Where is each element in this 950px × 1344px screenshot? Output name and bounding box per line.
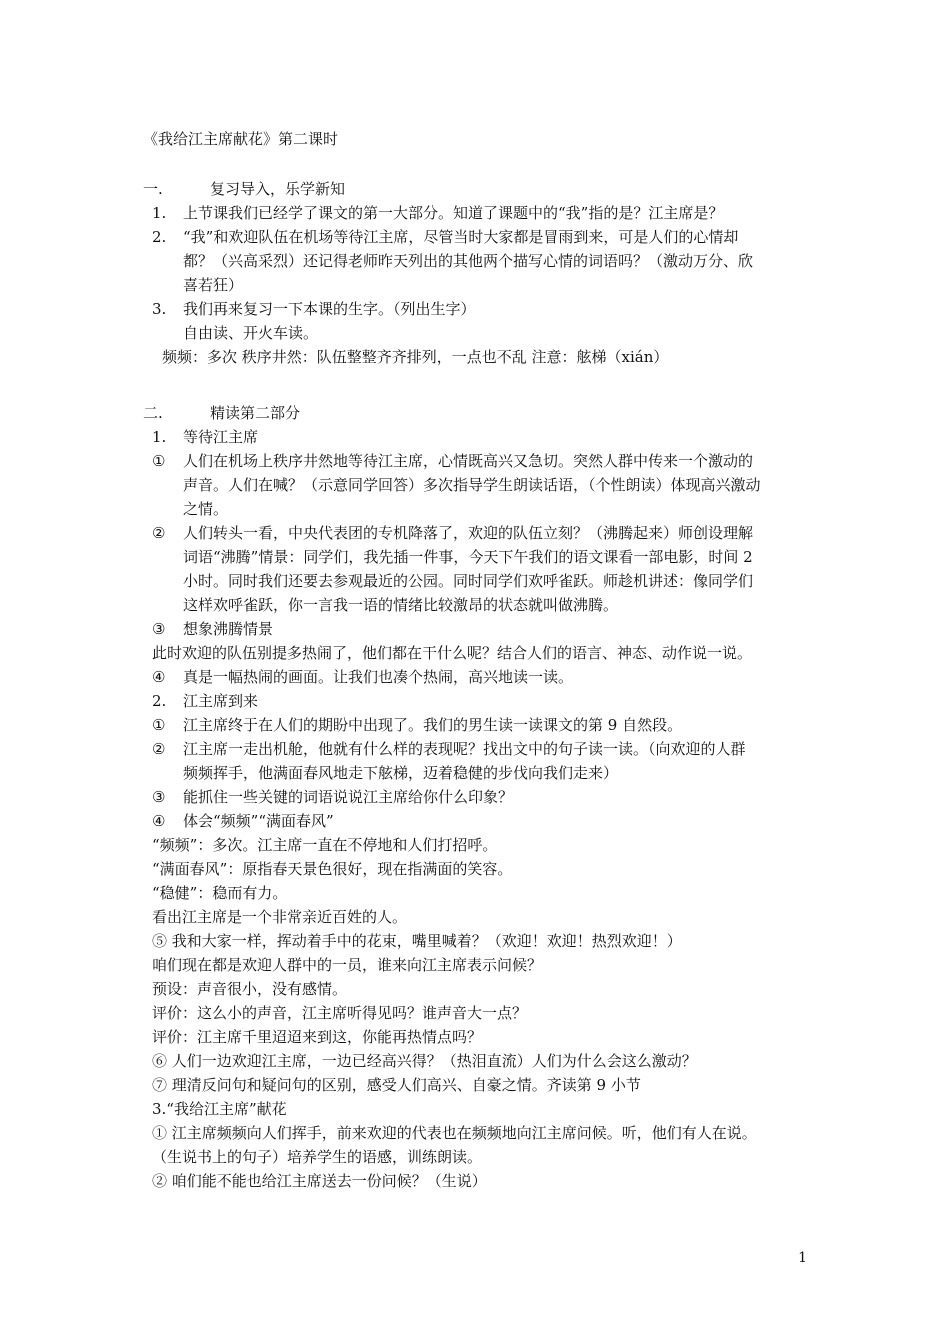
paragraph-line: 预设：声音很小，没有感情。 xyxy=(152,980,348,998)
paragraph-line: ⑤ 我和大家一样，挥动着手中的花束，嘴里喊着？（欢迎！欢迎！热烈欢迎！） xyxy=(152,932,682,950)
note-line: 自由读、开火车读。 xyxy=(183,324,319,342)
list-item-text: 江主席终于在人们的期盼中出现了。我们的男生读一读课文的第 9 自然段。 xyxy=(183,716,683,734)
list-item-text: 声音。人们在喊？（示意同学回答）多次指导学生朗读话语，（个性朗读）体现高兴激动 xyxy=(183,476,761,494)
paragraph-line: “满面春风”：原指春天景色很好，现在指满面的笑容。 xyxy=(152,860,513,878)
list-item-text: 体会“频频”“满面春风” xyxy=(183,812,334,830)
circled-marker: ③ xyxy=(152,620,166,638)
paragraph-line: 评价：这么小的声音，江主席听得见吗？谁声音大一点？ xyxy=(152,1004,528,1022)
list-item-text: 上节课我们已经学了课文的第一大部分。知道了课题中的“我”指的是？江主席是？ xyxy=(183,204,724,222)
paragraph-line: ② 咱们能不能也给江主席送去一份问候？（生说） xyxy=(152,1172,487,1190)
list-item-text: 频频挥手，他满面春风地走下舷梯，迈着稳健的步伐向我们走来） xyxy=(183,764,619,782)
paragraph-line: “稳健”：稳而有力。 xyxy=(152,884,288,902)
paragraph-line: 咱们现在都是欢迎人群中的一员，谁来向江主席表示问候？ xyxy=(152,956,543,974)
list-item-text: 江主席一走出机舱，他就有什么样的表现呢？找出文中的句子读一读。（向欢迎的人群 xyxy=(183,740,746,758)
list-item-text: 我们再来复习一下本课的生字。（列出生字） xyxy=(183,300,476,318)
list-number: 2. xyxy=(152,228,167,246)
list-item-text: 能抓住一些关键的词语说说江主席给你什么印象？ xyxy=(183,788,514,806)
paragraph-line: ① 江主席频频向人们挥手，前来欢迎的代表也在频频地向江主席问候。听，他们有人在说。 xyxy=(152,1124,757,1142)
circled-marker: ① xyxy=(152,716,166,734)
paragraph-line: ⑦ 理清反问句和疑问句的区别，感受人们高兴、自豪之情。齐读第 9 小节 xyxy=(152,1076,641,1094)
list-item-text: 都？（兴高采烈）还记得老师昨天列出的其他两个描写心情的词语吗？（激动万分、欣 xyxy=(183,252,754,270)
section-marker: 二. xyxy=(143,404,163,422)
list-item-text: 这样欢呼雀跃，你一言我一语的情绪比较激昂的状态就叫做沸腾。 xyxy=(183,596,619,614)
section-heading: 精读第二部分 xyxy=(210,404,301,422)
paragraph-line: （生说书上的句子）培养学生的语感，训练朗读。 xyxy=(152,1148,483,1166)
paragraph-line: 此时欢迎的队伍别提多热闹了，他们都在干什么呢？结合人们的语言、神态、动作说一说。 xyxy=(152,644,753,662)
list-item-text: 真是一幅热闹的画面。让我们也凑个热闹，高兴地读一读。 xyxy=(183,668,574,686)
document-title: 《我给江主席献花》第二课时 xyxy=(143,130,339,148)
subsection-heading: 江主席到来 xyxy=(183,692,259,710)
list-item-text: 想象沸腾情景 xyxy=(183,620,274,638)
circled-marker: ① xyxy=(152,452,166,470)
subsection-heading: 等待江主席 xyxy=(183,428,259,446)
note-line: 频频：多次 秩序井然：队伍整整齐齐排列，一点也不乱 注意：舷梯（xián） xyxy=(162,348,669,366)
list-number: 2. xyxy=(152,692,167,710)
circled-marker: ④ xyxy=(152,668,166,686)
circled-marker: ② xyxy=(152,524,166,542)
list-item-text: 人们转头一看，中央代表团的专机降落了，欢迎的队伍立刻？（沸腾起来）师创设理解 xyxy=(183,524,754,542)
list-item-text: “我”和欢迎队伍在机场等待江主席，尽管当时大家都是冒雨到来，可是人们的心情却 xyxy=(183,228,739,246)
paragraph-line: 3.“我给江主席”献花 xyxy=(152,1100,287,1118)
paragraph-line: ⑥ 人们一边欢迎江主席，一边已经高兴得？（热泪直流）人们为什么会这么激动？ xyxy=(152,1052,697,1070)
list-number: 1. xyxy=(152,204,167,222)
list-item-text: 喜若狂） xyxy=(183,276,244,294)
page-number: 1 xyxy=(798,1250,807,1266)
list-item-text: 词语“沸腾”情景：同学们，我先插一件事，今天下午我们的语文课看一部电影，时间 2 xyxy=(183,548,753,566)
section-heading: 复习导入，乐学新知 xyxy=(210,180,346,198)
list-item-text: 小时。同时我们还要去参观最近的公园。同时同学们欢呼雀跃。师趁机讲述：像同学们 xyxy=(183,572,754,590)
list-number: 3. xyxy=(152,300,167,318)
list-number: 1. xyxy=(152,428,167,446)
paragraph-line: 评价：江主席千里迢迢来到这，你能再热情点吗？ xyxy=(152,1028,483,1046)
paragraph-line: 看出江主席是一个非常亲近百姓的人。 xyxy=(152,908,408,926)
section-marker: 一. xyxy=(143,180,163,198)
circled-marker: ③ xyxy=(152,788,166,806)
paragraph-line: “频频”：多次。江主席一直在不停地和人们打招呼。 xyxy=(152,836,498,854)
list-item-text: 之情。 xyxy=(183,500,229,518)
list-item-text: 人们在机场上秩序井然地等待江主席，心情既高兴又急切。突然人群中传来一个激动的 xyxy=(183,452,754,470)
circled-marker: ② xyxy=(152,740,166,758)
circled-marker: ④ xyxy=(152,812,166,830)
